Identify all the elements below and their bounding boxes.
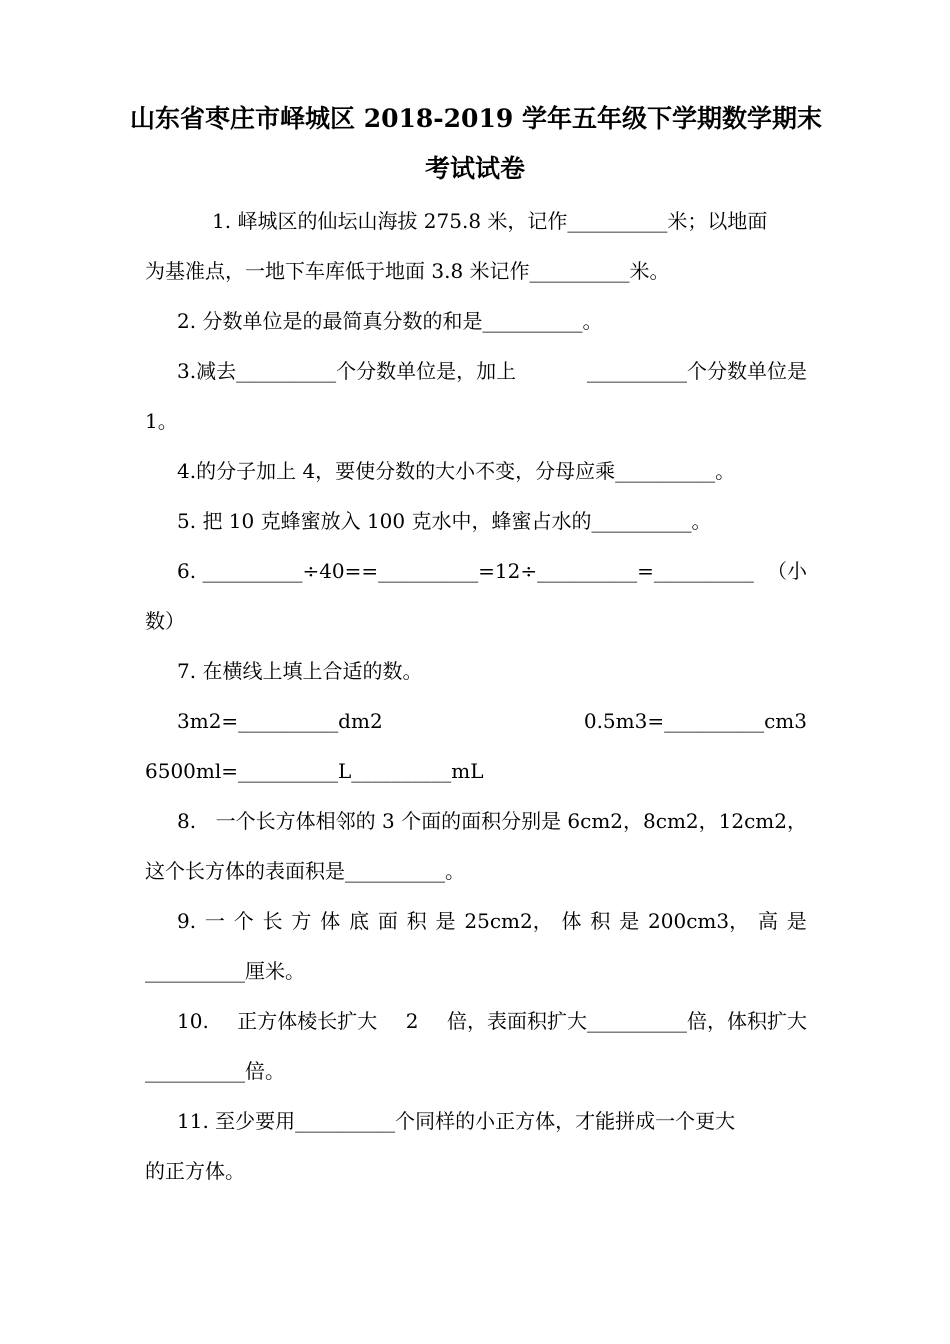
- question-9-token: 长: [262, 909, 283, 933]
- question-7-item-volume: 0.5m3=__________cm3: [583, 709, 807, 733]
- question-9-token: 是: [435, 909, 456, 933]
- question-9-token: 体: [320, 909, 341, 933]
- question-9-token: 积: [406, 909, 427, 933]
- question-7-item-area: 3m2=__________dm2: [177, 709, 383, 733]
- question-9-line-2: __________厘米。: [145, 959, 305, 983]
- question-6-part-b: （小: [767, 559, 807, 583]
- question-1-line-1: 1. 峄城区的仙坛山海拔 275.8 米，记作__________米；以地面: [212, 209, 768, 233]
- question-6-line-1: [145, 557, 807, 585]
- question-10-token: 10.: [177, 1009, 209, 1033]
- question-8-number: 8.: [177, 809, 197, 833]
- question-10-token: 2: [405, 1009, 419, 1033]
- question-9-token: 体: [561, 909, 582, 933]
- question-8-text: 一个长方体相邻的 3 个面的面积分别是 6cm2，8cm2，12cm2，: [215, 809, 807, 833]
- question-9-line-1: [145, 907, 807, 935]
- question-9-token: 底: [349, 909, 370, 933]
- question-2: 2. 分数单位是的最简真分数的和是__________。: [177, 309, 603, 333]
- question-9-token: 9.: [177, 909, 197, 933]
- title-line-1: 山东省枣庄市峄城区 2018-2019 学年五年级下学期数学期末: [130, 104, 822, 133]
- question-9-token: 是: [619, 909, 640, 933]
- question-9-token: 方: [291, 909, 312, 933]
- question-9-token: 200cm3，: [648, 909, 750, 933]
- question-8-line-1: [145, 807, 807, 835]
- question-9-token: 高: [757, 909, 778, 933]
- question-9-token: 个: [233, 909, 254, 933]
- question-8-line-2: 这个长方体的表面积是__________。: [145, 859, 465, 883]
- question-3-part-b: __________个分数单位是: [587, 359, 807, 383]
- question-3-line-1: [145, 357, 807, 385]
- question-9-token: 面: [377, 909, 398, 933]
- question-9-token: 25cm2，: [464, 909, 553, 933]
- question-5: 5. 把 10 克蜂蜜放入 100 克水中，蜂蜜占水的__________。: [177, 509, 712, 533]
- question-3-part-a: 3.减去__________个分数单位是，加上: [177, 359, 517, 383]
- question-10-token: 正方体棱长扩大: [237, 1009, 378, 1033]
- question-9-token: 积: [590, 909, 611, 933]
- question-3-line-2: 1。: [145, 409, 178, 433]
- question-7-row-2: 6500ml=__________L__________mL: [145, 759, 484, 783]
- question-10-line-2: __________倍。: [145, 1059, 285, 1083]
- question-4: 4.的分子加上 4，要使分数的大小不变，分母应乘__________。: [177, 459, 736, 483]
- question-1-line-2: 为基准点，一地下车库低于地面 3.8 米记作__________米。: [145, 259, 670, 283]
- title-line-2: 考试试卷: [424, 154, 525, 183]
- question-7: 7. 在横线上填上合适的数。: [177, 659, 423, 683]
- question-6-part-a: 6. __________÷40==__________=12÷__________=__________: [177, 559, 754, 583]
- question-7-row-1: [145, 707, 807, 735]
- question-9-token: 是: [786, 909, 807, 933]
- question-11-line-1: 11. 至少要用__________个同样的小正方体，才能拼成一个更大: [177, 1109, 736, 1133]
- question-6-line-2: 数）: [145, 609, 185, 633]
- question-9-token: 一: [204, 909, 225, 933]
- question-10-token: 倍，表面积扩大__________倍，体积扩大: [447, 1009, 807, 1033]
- question-10-line-1: [145, 1007, 807, 1035]
- question-11-line-2: 的正方体。: [145, 1159, 245, 1183]
